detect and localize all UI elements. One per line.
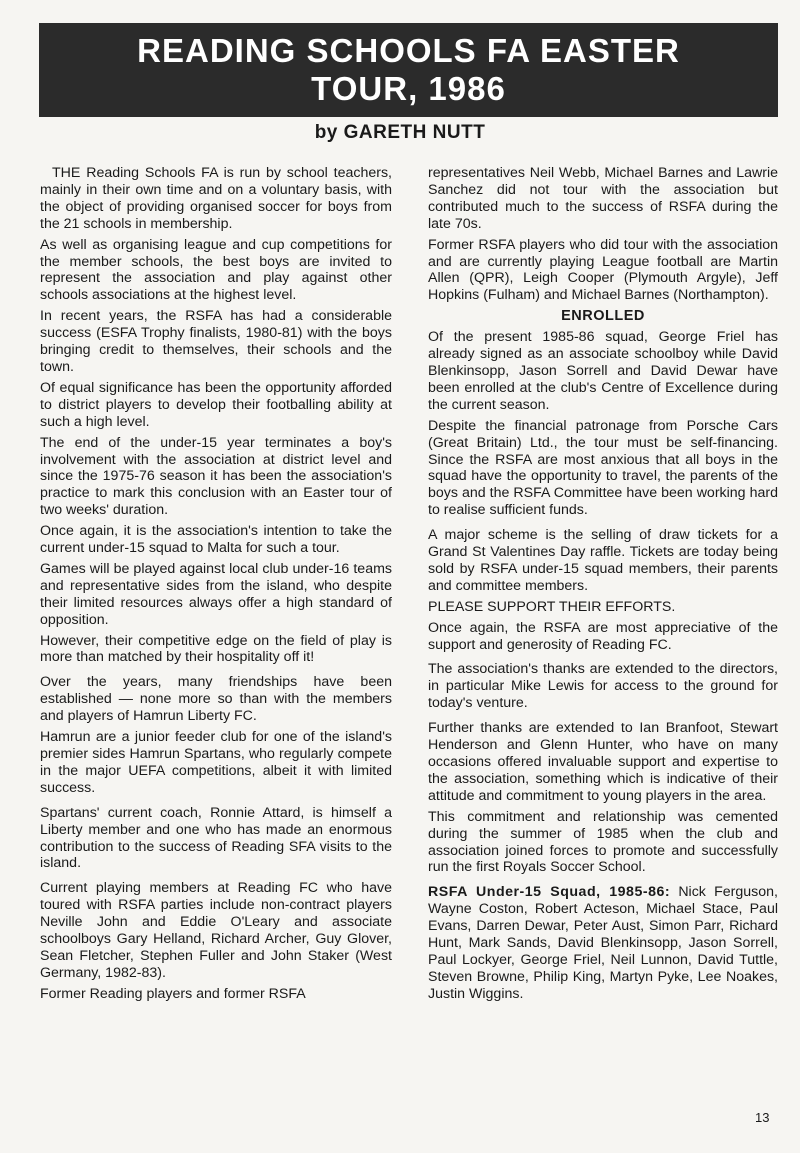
paragraph: However, their competitive edge on the field of play is more than matched by their hospitality off it! (40, 632, 392, 666)
byline: by GARETH NUTT (314, 122, 486, 143)
title-line-1: READING SCHOOLS FA EASTER (137, 32, 680, 69)
squad-names: Nick Ferguson, Wayne Coston, Robert Acteson, Michael Stace, Paul Evans, Darren Dewar, Peter Aust, Simon Parr, Richard Hunt, Mark Sands, David Blenkinsopp, Jason Sorrell, Paul Lockyer, George Friel, Neil Lunnon, David Tuttle, Steven Browne, Philip King, Martyn Pyke, Lee Noakes, Justin Wiggins. (428, 884, 779, 1002)
paragraph: As well as organising league and cup competitions for the member schools, the best boys are invited to represent the association and play against other schools associations at the highest level. (40, 236, 392, 304)
paragraph: Spartans' current coach, Ronnie Attard, is himself a Liberty member and one who has made an enormous contribution to the success of Reading SFA visits to the island. (40, 804, 392, 872)
left-column (40, 165, 392, 1007)
paragraph: Games will be played against local club under-16 teams and representative sides from the island, who despite their limited resources always offer a high standard of opposition. (40, 560, 392, 628)
paragraph: Of the present 1985-86 squad, George Friel has already signed as an associate schoolboy while David Blenkinsopp, Jason Sorrell and David Dewar have been enrolled at the club's Centre of Excellence during the current season. (428, 329, 778, 413)
paragraph: Once again, it is the association's intention to take the current under-15 squad to Malta for such a tour. (40, 523, 392, 557)
paragraph: This commitment and relationship was cemented during the summer of 1985 when the club and association joined forces to promote and successfully run the first Royals Soccer School. (428, 808, 778, 876)
paragraph: The association's thanks are extended to the directors, in particular Mike Lewis for access to the ground for today's venture. (428, 661, 778, 712)
paragraph: representatives Neil Webb, Michael Barnes and Lawrie Sanchez did not tour with the association but contributed much to the success of RSFA during the late 70s. (428, 165, 778, 232)
paragraph: Former RSFA players who did tour with the association and are currently playing League football are Martin Allen (QPR), Leigh Cooper (Plymouth Argyle), Jeff Hopkins (Fulham) and Michael Barnes (Northampton). (428, 236, 778, 304)
paragraph: In recent years, the RSFA has had a considerable success (ESFA Trophy finalists, 1980-81) with the boys bringing credit to themselves, their schools and the town. (40, 308, 392, 375)
paragraph: A major scheme is the selling of draw tickets for a Grand St Valentines Day raffle. Tickets are today being sold by RSFA under-15 squad members, their parents and committee members. (428, 527, 778, 594)
paragraph: THE Reading Schools FA is run by school teachers, mainly in their own time and on a voluntary basis, with the object of providing organised soccer for boys from the 21 schools in membership. (40, 165, 392, 232)
paragraph: Further thanks are extended to Ian Branfoot, Stewart Henderson and Glenn Hunter, who have on many occasions offered invaluable support and expertise to the association, something which is indicative of their attitude and commitment to young players in the area. (428, 720, 778, 804)
title-banner (39, 23, 778, 117)
paragraph: Current playing members at Reading FC who have toured with RSFA parties include non-contract players Neville John and Eddie O'Leary and associate schoolboys Gary Helland, Richard Archer, Guy Glover, Sean Fletcher, Stephen Fuller and John Staker (West Germany, 1982-83). (40, 880, 392, 981)
paragraph: Of equal significance has been the opportunity afforded to district players to develop their footballing ability at such a high level. (40, 379, 392, 430)
paragraph: Over the years, many friendships have been established — none more so than with the members and players of Hamrun Liberty FC. (40, 674, 392, 725)
squad-heading: RSFA Under-15 Squad, 1985-86: (428, 884, 671, 901)
paragraph: Despite the financial patronage from Porsche Cars (Great Britain) Ltd., the tour must be self-financing. Since the RSFA are most anxious that all boys in the squad have the opportunity to travel, the parents of the boys and the RSFA Committee have been working hard to realise sufficient funds. (428, 417, 778, 519)
title-line-2: TOUR, 1986 (311, 70, 506, 107)
paragraph: Once again, the RSFA are most appreciative of the support and generosity of Reading FC. (428, 619, 778, 653)
paragraph: Hamrun are a junior feeder club for one of the island's premier sides Hamrun Spartans, who regularly compete in the major UEFA competitions, albeit it with limited success. (40, 729, 392, 796)
squad-list (428, 884, 778, 1002)
paragraph: Former Reading players and former RSFA (40, 985, 306, 1002)
right-column (428, 165, 778, 1007)
page-number: 13 (755, 1110, 770, 1125)
paragraph: The end of the under-15 year terminates a boy's involvement with the association at district level and since the 1975-76 season it has been the association's practice to mark this conclusion with an Easter tour of two weeks' duration. (40, 434, 392, 519)
paragraph: PLEASE SUPPORT THEIR EFFORTS. (428, 598, 676, 615)
subheading-enrolled: ENROLLED (561, 308, 645, 325)
